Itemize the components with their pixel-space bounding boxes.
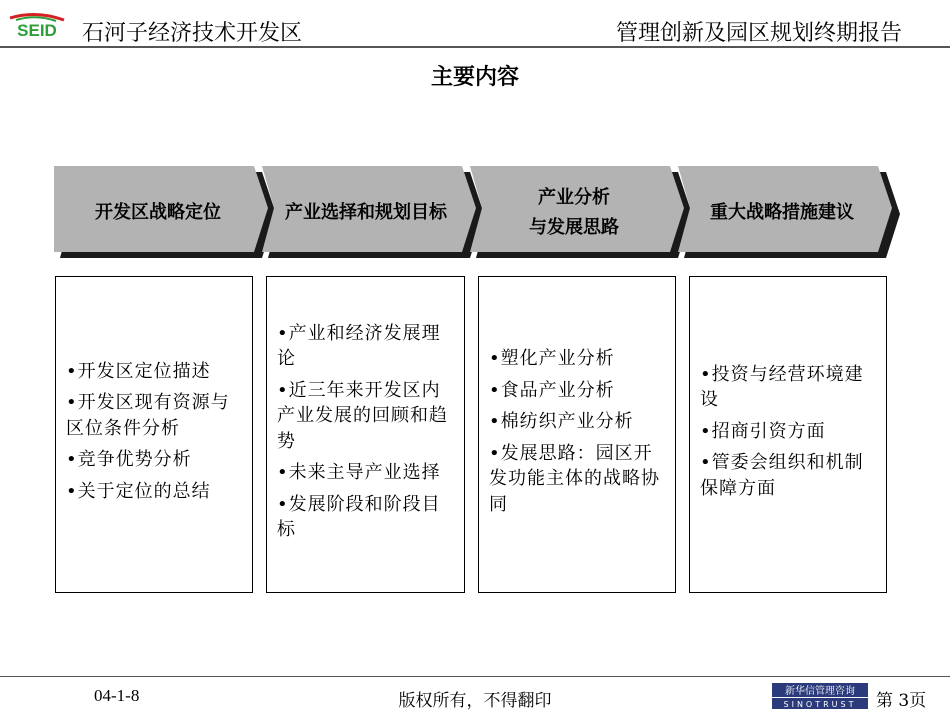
footer-divider (0, 676, 950, 677)
svg-text:SINOTRUST: SINOTRUST (783, 700, 857, 709)
sinotrust-logo (772, 683, 868, 709)
bullet-list (66, 359, 242, 511)
process-arrow-1 (54, 164, 274, 260)
footer-date: 04-1-8 (94, 686, 140, 705)
content-box-3 (478, 276, 676, 593)
bullet-list (700, 362, 876, 508)
bullet-item: • 发展阶段和阶段目标 (277, 492, 454, 543)
org-name: 石河子经济技术开发区 (82, 21, 303, 46)
bullet-item: • 管委会组织和机制保障方面 (700, 450, 876, 501)
bullet-item: • 开发区现有资源与区位条件分析 (66, 390, 242, 441)
content-box-1 (55, 276, 253, 593)
bullet-list (489, 346, 665, 523)
process-arrow-2 (262, 164, 482, 260)
bullet-item: • 关于定位的总结 (66, 479, 242, 505)
bullet-item: • 棉纺织产业分析 (489, 409, 665, 435)
step-label: 产业选择和规划目标 (285, 202, 447, 223)
footer-copyright: 版权所有，不得翻印 (398, 691, 552, 711)
step-label: 产业分析 与发展思路 (529, 187, 619, 238)
process-arrow-3 (470, 164, 690, 260)
step-label: 重大战略措施建议 (710, 202, 854, 223)
svg-text:新华信管理咨询: 新华信管理咨询 (785, 686, 855, 697)
page-number: 第 3页 (876, 691, 927, 711)
bullet-item: • 近三年来开发区内产业发展的回顾和趋势 (277, 378, 454, 455)
slide-header (0, 0, 950, 48)
bullet-item: • 食品产业分析 (489, 378, 665, 404)
bullet-list (277, 321, 454, 549)
bullet-item: • 开发区定位描述 (66, 359, 242, 385)
bullet-item: • 投资与经营环境建设 (700, 362, 876, 413)
header-divider (0, 46, 950, 48)
bullet-item: • 发展思路：园区开发功能主体的战略协同 (489, 441, 665, 518)
bullet-item: • 未来主导产业选择 (277, 460, 454, 486)
seid-logo (6, 12, 68, 40)
report-title: 管理创新及园区规划终期报告 (615, 21, 902, 46)
process-arrow-4 (678, 164, 898, 260)
bullet-item: • 产业和经济发展理论 (277, 321, 454, 372)
logo-text: SEID (17, 21, 57, 40)
bullet-item: • 塑化产业分析 (489, 346, 665, 372)
page-title: 主要内容 (430, 64, 519, 90)
content-box-2 (266, 276, 465, 593)
step-label: 开发区战略定位 (95, 202, 221, 223)
content-box-4 (689, 276, 887, 593)
bullet-item: • 竞争优势分析 (66, 447, 242, 473)
bullet-item: • 招商引资方面 (700, 419, 876, 445)
